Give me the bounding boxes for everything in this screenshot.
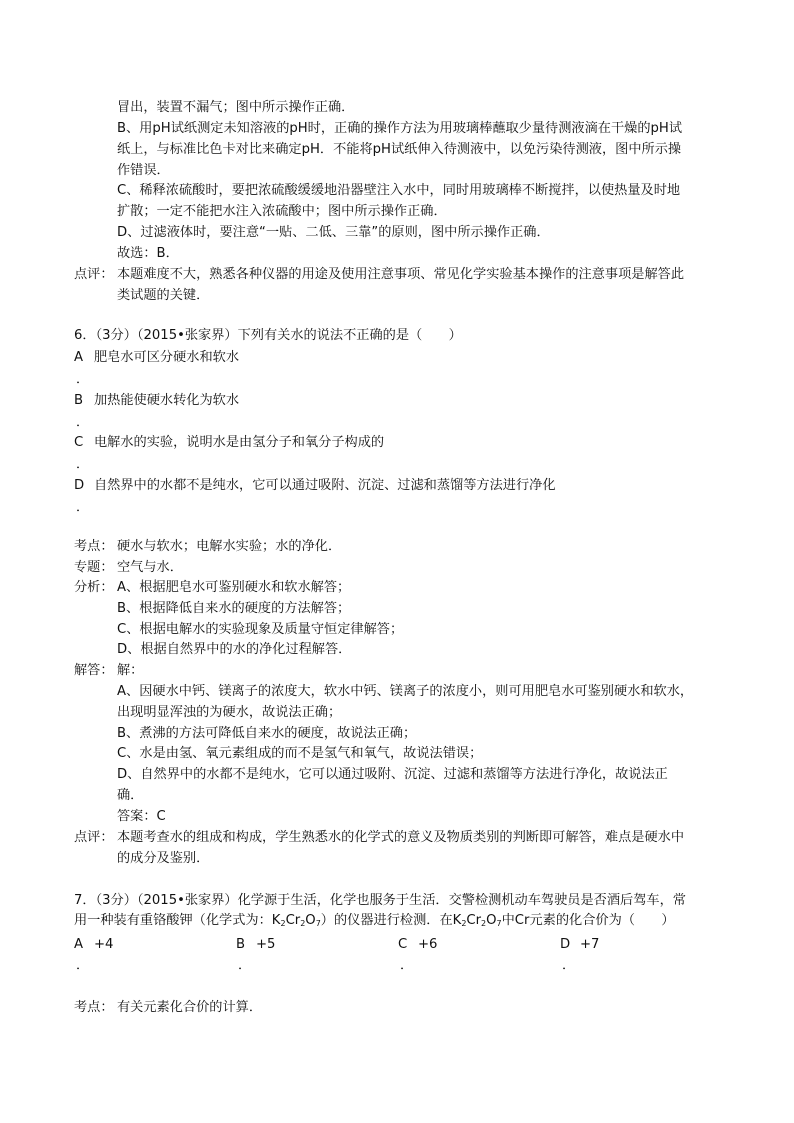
stem-text: 用一种装有重铬酸钾（化学式为：K <box>74 913 281 928</box>
question-stem-formula <box>74 911 675 934</box>
jieda-line: A、因硬水中钙、镁离子的浓度大，软水中钙、镁离子的浓度小，则可用肥皂水可鉴别硬水和软水， <box>117 684 694 699</box>
subscript: 7 <box>315 919 321 928</box>
jieda-head: 解： <box>117 663 144 678</box>
zhuanti-label: 专题： <box>74 560 114 575</box>
option-text: 肥皂水可区分硬水和软水 <box>94 350 240 365</box>
option-letter: D <box>74 478 85 493</box>
stem-text: Cr <box>285 913 301 928</box>
option-text: 加热能使硬水转化为软水 <box>94 393 240 408</box>
fenxi-line: C、根据电解水的实验现象及质量守恒定律解答； <box>117 622 404 637</box>
subscript: 2 <box>461 919 467 928</box>
option-text: +7 <box>580 937 600 952</box>
kaodian-text: 有关元素化合价的计算． <box>117 1000 263 1015</box>
stem-text: Cr <box>466 913 482 928</box>
subscript: 7 <box>496 919 502 928</box>
fenxi-line: B、根据降低自来水的硬度的方法解答； <box>117 601 351 616</box>
jieda-line: 出现明显浑浊的为硬水，故说法正确； <box>117 705 342 720</box>
option-text: 自然界中的水都不是纯水，它可以通过吸附、沉淀、过滤和蒸馏等方法进行净化 <box>94 478 556 493</box>
stem-text: 中Cr元素的化合价为（ ） <box>501 913 675 928</box>
option-dot: ． <box>238 958 252 973</box>
zhuanti-text: 空气与水． <box>117 560 183 575</box>
kaodian-label: 考点： <box>74 1000 114 1015</box>
text-line: D、过滤液体时，要注意“一贴、二低、三靠”的原则，图中所示操作正确． <box>117 225 550 240</box>
answer-line: 答案：C <box>117 809 166 824</box>
option-text: 电解水的实验，说明水是由氢分子和氧分子构成的 <box>94 435 385 450</box>
option-dot: ． <box>76 958 90 973</box>
text-line: 作错误． <box>117 163 170 178</box>
option-dot: ． <box>562 958 576 973</box>
stem-text: O <box>305 913 316 928</box>
option-letter: C <box>398 937 408 952</box>
option-letter: B <box>74 393 84 408</box>
jieda-line: 确． <box>117 788 144 803</box>
option-text: +4 <box>94 937 114 952</box>
pingyu-label: 点评： <box>74 830 114 845</box>
jieda-line: B、煮沸的方法可降低自来水的硬度，故说法正确； <box>117 726 417 741</box>
stem-text: ）的仪器进行检测．在K <box>320 913 462 928</box>
option-dot: ． <box>76 457 90 472</box>
text-line: C、稀释浓硫酸时，要把浓硫酸缓缓地沿器壁注入水中，同时用玻璃棒不断搅拌，以使热量及时地 <box>117 183 681 198</box>
kaodian-text: 硬水与软水；电解水实验；水的净化． <box>117 539 342 554</box>
question-stem: 7．（3分）（2015•张家界）化学源于生活，化学也服务于生活．交警检测机动车驾驶员是否酒后驾车，常 <box>74 893 686 908</box>
subscript: 2 <box>300 919 306 928</box>
question-stem: 6．（3分）（2015•张家界）下列有关水的说法不正确的是（ ） <box>74 328 462 343</box>
option-dot: ． <box>400 958 414 973</box>
option-letter: A <box>74 350 84 365</box>
option-dot: ． <box>76 415 90 430</box>
option-dot: ． <box>76 372 90 387</box>
option-letter: C <box>74 435 84 450</box>
option-text: +6 <box>418 937 438 952</box>
stem-text: O <box>486 913 497 928</box>
comment-line: 本题难度不大，熟悉各种仪器的用途及使用注意事项、常见化学实验基本操作的注意事项是解答此 <box>117 267 685 282</box>
subscript: 2 <box>280 919 286 928</box>
text-line: 扩散；一定不能把水注入浓硫酸中；图中所示操作正确． <box>117 204 447 219</box>
pingyu-line: 的成分及鉴别． <box>117 851 210 866</box>
text-line: 故选：B． <box>117 246 179 261</box>
fenxi-label: 分析： <box>74 580 114 595</box>
text-line: 冒出，装置不漏气；图中所示操作正确． <box>117 100 355 115</box>
option-letter: D <box>560 937 571 952</box>
option-letter: B <box>236 937 246 952</box>
fenxi-line: A、根据肥皂水可鉴别硬水和软水解答； <box>117 580 351 595</box>
option-dot: ． <box>76 500 90 515</box>
text-line: B、用pH试纸测定未知溶液的pH时，正确的操作方法为用玻璃棒蘸取少量待测液滴在干燥的pH试 <box>117 121 683 136</box>
fenxi-line: D、根据自然界中的水的净化过程解答． <box>117 642 352 657</box>
text-line: 纸上，与标准比色卡对比来确定pH．不能将pH试纸伸入待测液中，以免污染待测液，图中所示操 <box>117 142 682 157</box>
subscript: 2 <box>481 919 487 928</box>
comment-label: 点评： <box>74 267 114 282</box>
jieda-line: D、自然界中的水都不是纯水，它可以通过吸附、沉淀、过滤和蒸馏等方法进行净化，故说法正 <box>117 767 668 782</box>
option-text: +5 <box>256 937 276 952</box>
comment-line: 类试题的关键． <box>117 288 210 303</box>
jieda-line: C、水是由氢、氧元素组成的而不是氢气和氧气，故说法错误； <box>117 746 483 761</box>
pingyu-line: 本题考查水的组成和构成，学生熟悉水的化学式的意义及物质类别的判断即可解答，难点是硬水中 <box>117 830 685 845</box>
kaodian-label: 考点： <box>74 539 114 554</box>
jieda-label: 解答： <box>74 663 114 678</box>
option-letter: A <box>74 937 84 952</box>
